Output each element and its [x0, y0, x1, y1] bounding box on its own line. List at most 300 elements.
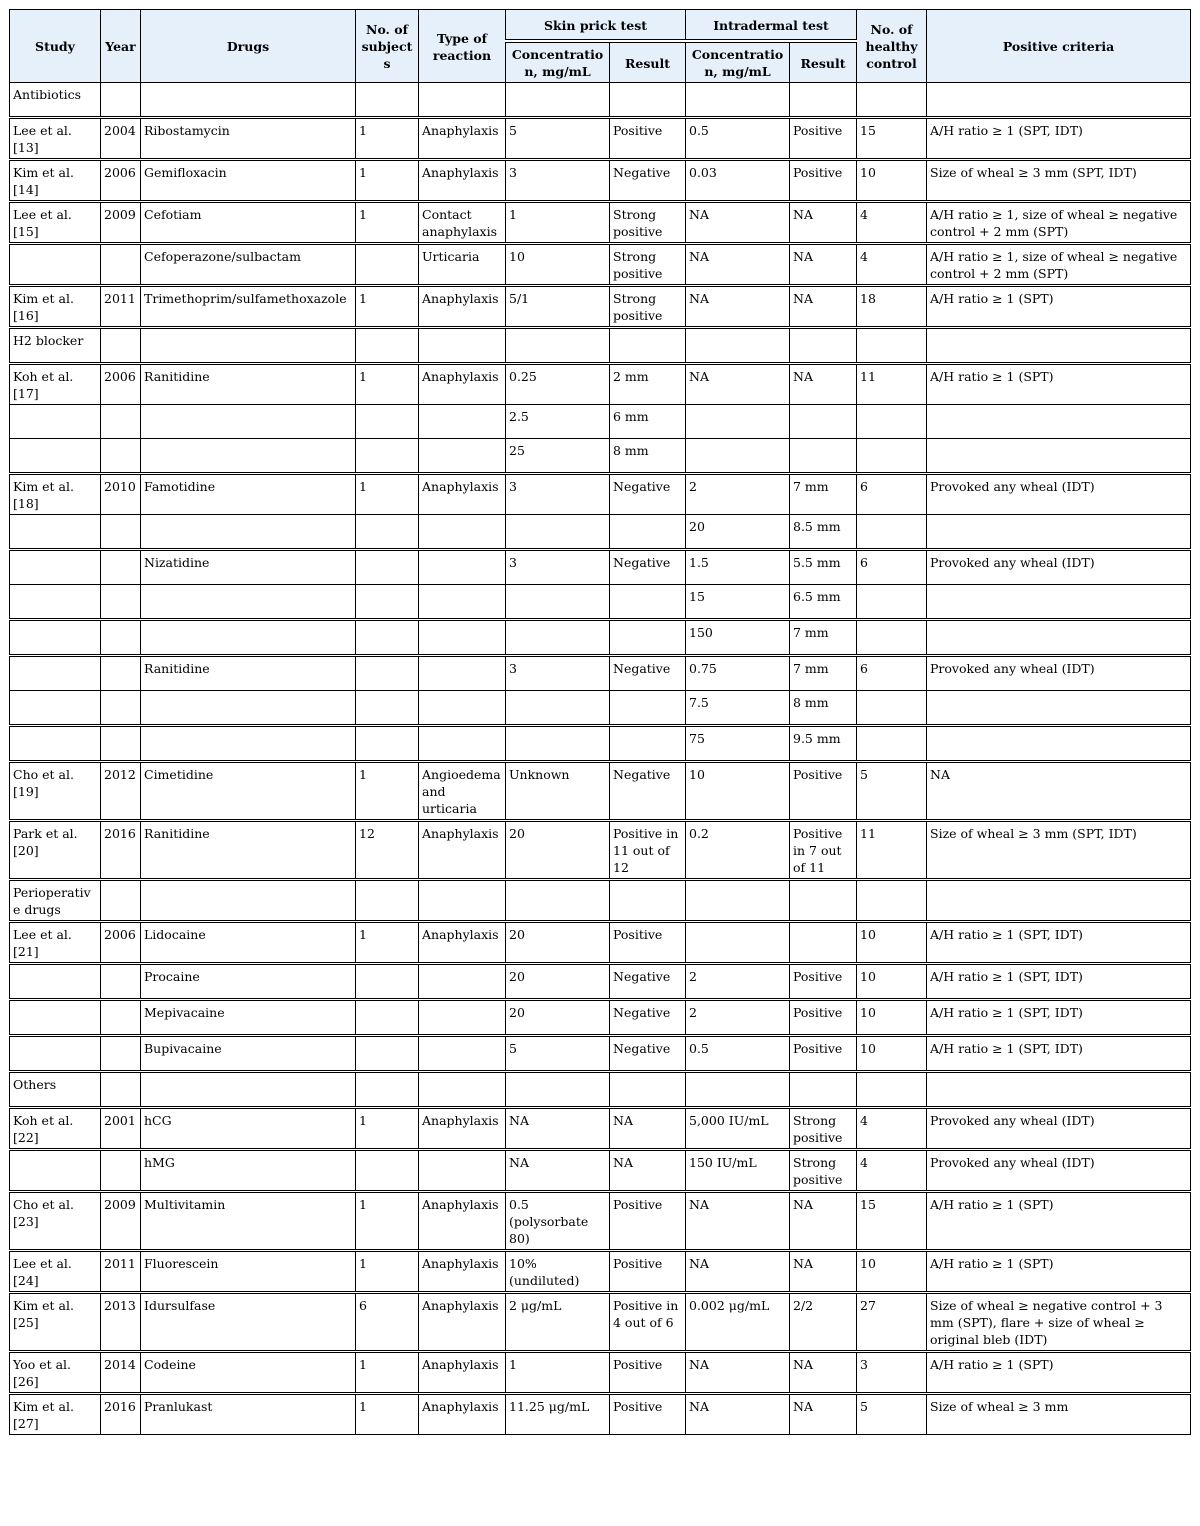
cell-idt-concentration: NA	[686, 1394, 790, 1435]
header-healthy-control: No. of healthy control	[857, 10, 927, 83]
cell-subjects	[356, 620, 419, 656]
cell-subjects	[356, 439, 419, 474]
cell-spt-concentration: 3	[506, 656, 610, 691]
table-row	[10, 405, 1191, 439]
cell-spt-concentration: 5	[506, 118, 610, 160]
cell-subjects	[356, 880, 419, 922]
cell-positive-criteria: Provoked any wheal (IDT)	[927, 474, 1191, 515]
cell-healthy-control	[857, 691, 927, 726]
cell-reaction	[419, 1000, 506, 1036]
cell-study: Kim et al. [16]	[10, 286, 101, 328]
cell-study: Cho et al. [23]	[10, 1192, 101, 1251]
cell-study: Others	[10, 1072, 101, 1108]
cell-reaction: Anaphylaxis	[419, 474, 506, 515]
cell-drug	[141, 1072, 356, 1108]
header-spt-concentration: Concentration, mg/mL	[506, 41, 610, 83]
cell-study: Park et al. [20]	[10, 821, 101, 880]
cell-idt-concentration: NA	[686, 1192, 790, 1251]
cell-idt-result: 8.5 mm	[790, 515, 857, 550]
table-row	[10, 364, 1191, 405]
cell-idt-result	[790, 922, 857, 964]
cell-study: Lee et al. [13]	[10, 118, 101, 160]
cell-subjects: 1	[356, 364, 419, 405]
cell-reaction	[419, 405, 506, 439]
cell-study	[10, 1000, 101, 1036]
cell-spt-concentration	[506, 691, 610, 726]
cell-reaction	[419, 1072, 506, 1108]
cell-healthy-control: 15	[857, 118, 927, 160]
cell-drug	[141, 585, 356, 620]
cell-study: H2 blocker	[10, 328, 101, 364]
cell-idt-result: Positive	[790, 1036, 857, 1072]
drug-skin-test-table	[9, 9, 1191, 1435]
cell-study	[10, 964, 101, 1000]
cell-idt-result: Positive in 7 out of 11	[790, 821, 857, 880]
cell-positive-criteria: A/H ratio ≥ 1 (SPT)	[927, 1251, 1191, 1293]
cell-year: 2014	[101, 1352, 141, 1394]
cell-drug: Cimetidine	[141, 762, 356, 821]
cell-idt-concentration: 15	[686, 585, 790, 620]
cell-drug: Cefotiam	[141, 202, 356, 244]
cell-spt-concentration: 5/1	[506, 286, 610, 328]
cell-study	[10, 620, 101, 656]
cell-positive-criteria	[927, 585, 1191, 620]
cell-idt-concentration: 0.5	[686, 1036, 790, 1072]
table-row	[10, 1192, 1191, 1251]
header-skin-prick-test: Skin prick test	[506, 10, 686, 42]
cell-year	[101, 83, 141, 118]
cell-spt-result: Strong positive	[610, 244, 686, 286]
cell-positive-criteria: Size of wheal ≥ negative control + 3 mm (SPT), flare + size of wheal ≥ original bleb (IDT)	[927, 1293, 1191, 1352]
table-row	[10, 821, 1191, 880]
table-row	[10, 726, 1191, 762]
cell-spt-result: Strong positive	[610, 202, 686, 244]
cell-reaction	[419, 656, 506, 691]
cell-idt-concentration	[686, 1072, 790, 1108]
cell-reaction: Anaphylaxis	[419, 160, 506, 202]
table-row	[10, 620, 1191, 656]
cell-year: 2016	[101, 1394, 141, 1435]
cell-spt-result	[610, 691, 686, 726]
cell-subjects	[356, 964, 419, 1000]
cell-positive-criteria: Size of wheal ≥ 3 mm (SPT, IDT)	[927, 821, 1191, 880]
cell-healthy-control: 6	[857, 550, 927, 585]
cell-drug: hCG	[141, 1108, 356, 1150]
cell-idt-result: Strong positive	[790, 1108, 857, 1150]
header-year: Year	[101, 10, 141, 83]
cell-positive-criteria: A/H ratio ≥ 1, size of wheal ≥ negative control + 2 mm (SPT)	[927, 244, 1191, 286]
cell-idt-concentration: 0.75	[686, 656, 790, 691]
cell-spt-concentration: 0.25	[506, 364, 610, 405]
cell-reaction	[419, 1036, 506, 1072]
cell-spt-result: 6 mm	[610, 405, 686, 439]
cell-reaction: Anaphylaxis	[419, 821, 506, 880]
cell-drug: Mepivacaine	[141, 1000, 356, 1036]
cell-spt-concentration: 11.25 μg/mL	[506, 1394, 610, 1435]
cell-idt-concentration: 150 IU/mL	[686, 1150, 790, 1192]
cell-spt-result: NA	[610, 1150, 686, 1192]
cell-spt-result: Positive	[610, 1352, 686, 1394]
cell-healthy-control: 6	[857, 474, 927, 515]
cell-year: 2009	[101, 1192, 141, 1251]
cell-study: Cho et al. [19]	[10, 762, 101, 821]
cell-year: 2006	[101, 160, 141, 202]
cell-idt-result: 5.5 mm	[790, 550, 857, 585]
cell-study: Perioperative drugs	[10, 880, 101, 922]
cell-subjects	[356, 691, 419, 726]
cell-idt-concentration: 7.5	[686, 691, 790, 726]
cell-idt-concentration	[686, 439, 790, 474]
cell-year	[101, 405, 141, 439]
cell-reaction	[419, 964, 506, 1000]
cell-study: Kim et al. [14]	[10, 160, 101, 202]
cell-study	[10, 691, 101, 726]
table-row	[10, 1352, 1191, 1394]
cell-spt-concentration: 3	[506, 474, 610, 515]
cell-positive-criteria	[927, 328, 1191, 364]
cell-spt-concentration: 1	[506, 202, 610, 244]
cell-positive-criteria: A/H ratio ≥ 1 (SPT, IDT)	[927, 118, 1191, 160]
cell-positive-criteria: Size of wheal ≥ 3 mm (SPT, IDT)	[927, 160, 1191, 202]
cell-drug: Nizatidine	[141, 550, 356, 585]
cell-spt-concentration: 3	[506, 550, 610, 585]
cell-idt-result: NA	[790, 1394, 857, 1435]
cell-positive-criteria: A/H ratio ≥ 1 (SPT, IDT)	[927, 964, 1191, 1000]
cell-idt-concentration: 75	[686, 726, 790, 762]
cell-reaction: Contact anaphylaxis	[419, 202, 506, 244]
cell-positive-criteria: NA	[927, 762, 1191, 821]
cell-healthy-control	[857, 880, 927, 922]
cell-year: 2016	[101, 821, 141, 880]
cell-idt-concentration	[686, 922, 790, 964]
cell-spt-concentration	[506, 880, 610, 922]
table-body	[10, 83, 1191, 1435]
cell-spt-result: 8 mm	[610, 439, 686, 474]
cell-study: Lee et al. [24]	[10, 1251, 101, 1293]
cell-year	[101, 620, 141, 656]
table-row	[10, 286, 1191, 328]
cell-year: 2012	[101, 762, 141, 821]
cell-study: Lee et al. [15]	[10, 202, 101, 244]
cell-subjects	[356, 1072, 419, 1108]
table-row	[10, 585, 1191, 620]
cell-idt-result: NA	[790, 202, 857, 244]
cell-healthy-control: 10	[857, 1036, 927, 1072]
cell-idt-result: Positive	[790, 160, 857, 202]
cell-idt-result: Positive	[790, 1000, 857, 1036]
cell-study	[10, 585, 101, 620]
cell-year	[101, 439, 141, 474]
cell-year	[101, 1150, 141, 1192]
table-row	[10, 656, 1191, 691]
cell-positive-criteria	[927, 439, 1191, 474]
cell-drug: Cefoperazone/sulbactam	[141, 244, 356, 286]
header-idt-concentration: Concentration, mg/mL	[686, 41, 790, 83]
cell-year	[101, 691, 141, 726]
cell-subjects: 6	[356, 1293, 419, 1352]
cell-reaction	[419, 328, 506, 364]
cell-spt-result	[610, 620, 686, 656]
cell-year	[101, 880, 141, 922]
cell-spt-concentration: NA	[506, 1108, 610, 1150]
cell-year	[101, 656, 141, 691]
cell-year	[101, 244, 141, 286]
cell-drug: Fluorescein	[141, 1251, 356, 1293]
cell-spt-concentration: 20	[506, 922, 610, 964]
cell-idt-concentration: 0.5	[686, 118, 790, 160]
cell-idt-concentration	[686, 328, 790, 364]
cell-spt-result: Positive	[610, 922, 686, 964]
cell-drug	[141, 880, 356, 922]
table-row	[10, 1036, 1191, 1072]
cell-drug: Trimethoprim/sulfamethoxazole	[141, 286, 356, 328]
cell-subjects	[356, 328, 419, 364]
cell-subjects	[356, 1150, 419, 1192]
cell-positive-criteria: A/H ratio ≥ 1 (SPT, IDT)	[927, 922, 1191, 964]
cell-study: Lee et al. [21]	[10, 922, 101, 964]
cell-subjects: 1	[356, 1192, 419, 1251]
cell-subjects	[356, 726, 419, 762]
cell-idt-result	[790, 1072, 857, 1108]
cell-study: Antibiotics	[10, 83, 101, 118]
cell-subjects: 1	[356, 474, 419, 515]
cell-idt-result: 6.5 mm	[790, 585, 857, 620]
cell-spt-concentration: 5	[506, 1036, 610, 1072]
cell-reaction: Urticaria	[419, 244, 506, 286]
cell-idt-result: NA	[790, 1192, 857, 1251]
cell-drug: Pranlukast	[141, 1394, 356, 1435]
table-row	[10, 474, 1191, 515]
cell-spt-concentration: 2.5	[506, 405, 610, 439]
cell-reaction	[419, 585, 506, 620]
cell-study: Yoo et al. [26]	[10, 1352, 101, 1394]
cell-healthy-control: 10	[857, 1000, 927, 1036]
cell-spt-concentration: Unknown	[506, 762, 610, 821]
cell-spt-concentration: 1	[506, 1352, 610, 1394]
cell-reaction: Anaphylaxis	[419, 1293, 506, 1352]
cell-spt-result	[610, 585, 686, 620]
cell-positive-criteria: A/H ratio ≥ 1, size of wheal ≥ negative control + 2 mm (SPT)	[927, 202, 1191, 244]
cell-spt-result: Positive	[610, 1192, 686, 1251]
cell-idt-result	[790, 439, 857, 474]
cell-spt-result	[610, 328, 686, 364]
cell-healthy-control: 10	[857, 1251, 927, 1293]
table-row	[10, 1293, 1191, 1352]
cell-drug: Gemifloxacin	[141, 160, 356, 202]
table-row	[10, 1251, 1191, 1293]
cell-positive-criteria: Provoked any wheal (IDT)	[927, 550, 1191, 585]
cell-idt-result: 7 mm	[790, 656, 857, 691]
cell-positive-criteria	[927, 620, 1191, 656]
cell-idt-concentration: NA	[686, 244, 790, 286]
cell-spt-concentration: 3	[506, 160, 610, 202]
cell-drug: Idursulfase	[141, 1293, 356, 1352]
header-intradermal-test: Intradermal test	[686, 10, 857, 42]
cell-spt-result: 2 mm	[610, 364, 686, 405]
cell-idt-concentration: 2	[686, 964, 790, 1000]
cell-idt-concentration: 2	[686, 474, 790, 515]
cell-study: Kim et al. [18]	[10, 474, 101, 515]
cell-idt-result: 7 mm	[790, 474, 857, 515]
table-container	[9, 9, 1190, 1435]
cell-positive-criteria: Provoked any wheal (IDT)	[927, 1108, 1191, 1150]
cell-year	[101, 1072, 141, 1108]
table-row	[10, 439, 1191, 474]
cell-spt-result: Positive in 4 out of 6	[610, 1293, 686, 1352]
cell-year	[101, 726, 141, 762]
cell-year: 2001	[101, 1108, 141, 1150]
cell-idt-result: 9.5 mm	[790, 726, 857, 762]
cell-subjects	[356, 515, 419, 550]
table-row	[10, 515, 1191, 550]
cell-drug: Multivitamin	[141, 1192, 356, 1251]
cell-positive-criteria	[927, 515, 1191, 550]
cell-spt-concentration	[506, 585, 610, 620]
cell-positive-criteria: Provoked any wheal (IDT)	[927, 656, 1191, 691]
cell-drug	[141, 620, 356, 656]
cell-reaction: Anaphylaxis	[419, 286, 506, 328]
cell-positive-criteria: A/H ratio ≥ 1 (SPT)	[927, 364, 1191, 405]
cell-idt-concentration: NA	[686, 364, 790, 405]
cell-study	[10, 439, 101, 474]
cell-healthy-control	[857, 1072, 927, 1108]
cell-spt-result: Negative	[610, 1000, 686, 1036]
cell-idt-result: 7 mm	[790, 620, 857, 656]
cell-reaction: Anaphylaxis	[419, 118, 506, 160]
cell-spt-result: Negative	[610, 762, 686, 821]
header-row-top	[10, 10, 1191, 42]
cell-year: 2011	[101, 1251, 141, 1293]
cell-reaction	[419, 691, 506, 726]
cell-drug	[141, 83, 356, 118]
cell-idt-concentration: 20	[686, 515, 790, 550]
cell-healthy-control: 10	[857, 964, 927, 1000]
cell-spt-result: Positive	[610, 1251, 686, 1293]
cell-idt-result: NA	[790, 1251, 857, 1293]
cell-spt-concentration: 10% (undiluted)	[506, 1251, 610, 1293]
cell-drug: Ranitidine	[141, 821, 356, 880]
cell-reaction	[419, 620, 506, 656]
cell-year: 2010	[101, 474, 141, 515]
cell-study	[10, 1036, 101, 1072]
cell-idt-concentration: 10	[686, 762, 790, 821]
header-idt-result: Result	[790, 41, 857, 83]
cell-reaction	[419, 726, 506, 762]
cell-spt-concentration: 20	[506, 821, 610, 880]
cell-healthy-control: 10	[857, 922, 927, 964]
cell-idt-result: NA	[790, 244, 857, 286]
cell-spt-result	[610, 83, 686, 118]
cell-positive-criteria: Size of wheal ≥ 3 mm	[927, 1394, 1191, 1435]
cell-subjects: 1	[356, 202, 419, 244]
cell-idt-result: 8 mm	[790, 691, 857, 726]
cell-idt-concentration: 5,000 IU/mL	[686, 1108, 790, 1150]
table-row	[10, 202, 1191, 244]
cell-drug: Ranitidine	[141, 656, 356, 691]
cell-subjects: 1	[356, 118, 419, 160]
cell-idt-result: NA	[790, 286, 857, 328]
cell-drug: Lidocaine	[141, 922, 356, 964]
cell-subjects: 1	[356, 762, 419, 821]
cell-year: 2006	[101, 364, 141, 405]
cell-positive-criteria: A/H ratio ≥ 1 (SPT, IDT)	[927, 1000, 1191, 1036]
cell-drug	[141, 405, 356, 439]
cell-healthy-control: 4	[857, 1108, 927, 1150]
cell-study: Koh et al. [22]	[10, 1108, 101, 1150]
cell-positive-criteria	[927, 691, 1191, 726]
cell-subjects: 1	[356, 1108, 419, 1150]
cell-idt-concentration: 0.03	[686, 160, 790, 202]
cell-idt-concentration: NA	[686, 202, 790, 244]
cell-healthy-control: 27	[857, 1293, 927, 1352]
cell-subjects	[356, 405, 419, 439]
cell-idt-concentration: 1.5	[686, 550, 790, 585]
cell-spt-concentration	[506, 83, 610, 118]
cell-spt-result: Positive in 11 out of 12	[610, 821, 686, 880]
cell-healthy-control	[857, 328, 927, 364]
cell-year	[101, 1036, 141, 1072]
cell-idt-result	[790, 83, 857, 118]
cell-idt-result: 2/2	[790, 1293, 857, 1352]
cell-healthy-control	[857, 726, 927, 762]
cell-year: 2009	[101, 202, 141, 244]
header-spt-result: Result	[610, 41, 686, 83]
cell-spt-result: Negative	[610, 160, 686, 202]
cell-drug	[141, 328, 356, 364]
cell-reaction	[419, 83, 506, 118]
cell-healthy-control: 3	[857, 1352, 927, 1394]
cell-spt-result: Negative	[610, 474, 686, 515]
table-row	[10, 83, 1191, 118]
cell-idt-result: Positive	[790, 964, 857, 1000]
cell-spt-concentration: 25	[506, 439, 610, 474]
cell-idt-concentration: NA	[686, 286, 790, 328]
cell-healthy-control: 4	[857, 202, 927, 244]
table-row	[10, 1072, 1191, 1108]
cell-spt-result: Negative	[610, 1036, 686, 1072]
cell-reaction: Anaphylaxis	[419, 1192, 506, 1251]
table-row	[10, 691, 1191, 726]
cell-study	[10, 1150, 101, 1192]
cell-healthy-control	[857, 620, 927, 656]
cell-spt-concentration: 10	[506, 244, 610, 286]
cell-subjects	[356, 656, 419, 691]
cell-drug	[141, 515, 356, 550]
table-row	[10, 118, 1191, 160]
table-row	[10, 1394, 1191, 1435]
cell-spt-concentration: 0.5 (polysorbate 80)	[506, 1192, 610, 1251]
cell-subjects	[356, 550, 419, 585]
cell-healthy-control: 6	[857, 656, 927, 691]
cell-spt-result: Negative	[610, 550, 686, 585]
cell-spt-concentration: 20	[506, 964, 610, 1000]
cell-subjects	[356, 585, 419, 620]
cell-idt-concentration: 150	[686, 620, 790, 656]
cell-spt-result: Negative	[610, 964, 686, 1000]
cell-drug: Procaine	[141, 964, 356, 1000]
header-reaction: Type of reaction	[419, 10, 506, 83]
cell-year	[101, 550, 141, 585]
table-row	[10, 328, 1191, 364]
cell-year: 2006	[101, 922, 141, 964]
cell-spt-result: Positive	[610, 118, 686, 160]
table-row	[10, 550, 1191, 585]
cell-healthy-control	[857, 83, 927, 118]
cell-idt-result	[790, 880, 857, 922]
cell-spt-result: Strong positive	[610, 286, 686, 328]
cell-healthy-control: 4	[857, 1150, 927, 1192]
cell-healthy-control: 11	[857, 821, 927, 880]
